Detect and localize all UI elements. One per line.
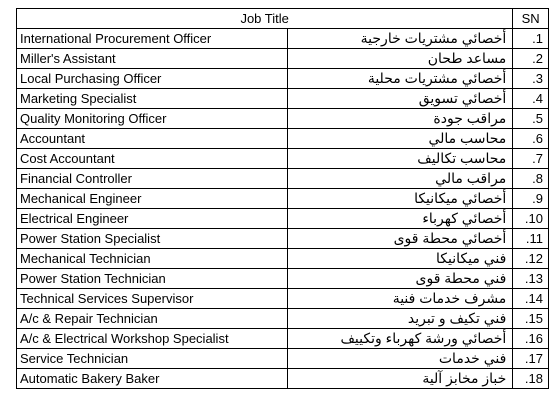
job-title-arabic-cell: مراقب مالي [288,169,513,189]
job-title-english-cell: Electrical Engineer [17,209,288,229]
serial-number-cell: 8. [513,169,549,189]
serial-number-cell: 3. [513,69,549,89]
job-title-english-cell: Power Station Specialist [17,229,288,249]
table-row [17,309,549,329]
job-title-arabic-cell: فني ميكانيكا [288,249,513,269]
table-row [17,289,549,309]
table-row [17,89,549,109]
table-row [17,69,549,89]
job-title-arabic-cell: أخصائي مشتريات محلية [288,69,513,89]
job-title-english-cell: Mechanical Engineer [17,189,288,209]
sn-header: SN [513,9,549,29]
job-title-header: Job Title [17,9,513,29]
job-title-arabic-cell: أخصائي ورشة كهرباء وتكييف [288,329,513,349]
table-header-row [17,9,549,29]
job-title-arabic-cell: فني محطة قوى [288,269,513,289]
job-title-english-cell: Local Purchasing Officer [17,69,288,89]
serial-number-cell: 5. [513,109,549,129]
table-row [17,229,549,249]
serial-number-cell: 18. [513,369,549,389]
job-title-arabic-cell: مساعد طحان [288,49,513,69]
job-title-arabic-cell: فني تكيف و تبريد [288,309,513,329]
table-body [17,9,549,389]
job-title-english-cell: Cost Accountant [17,149,288,169]
job-title-english-cell: International Procurement Officer [17,29,288,49]
serial-number-cell: 1. [513,29,549,49]
job-title-english-cell: Automatic Bakery Baker [17,369,288,389]
table-row [17,189,549,209]
serial-number-cell: 14. [513,289,549,309]
job-title-arabic-cell: أخصائي محطة قوى [288,229,513,249]
job-title-arabic-cell: محاسب تكاليف [288,149,513,169]
job-title-english-cell: Miller's Assistant [17,49,288,69]
serial-number-cell: 11. [513,229,549,249]
job-title-table [16,8,549,389]
serial-number-cell: 2. [513,49,549,69]
table-row [17,109,549,129]
table-row [17,149,549,169]
job-title-english-cell: Accountant [17,129,288,149]
job-title-english-cell: Power Station Technician [17,269,288,289]
job-title-arabic-cell: أخصائي مشتريات خارجية [288,29,513,49]
job-title-english-cell: Marketing Specialist [17,89,288,109]
table-row [17,249,549,269]
serial-number-cell: 15. [513,309,549,329]
job-title-english-cell: Mechanical Technician [17,249,288,269]
job-title-arabic-cell: أخصائي ميكانيكا [288,189,513,209]
job-title-english-cell: A/c & Electrical Workshop Specialist [17,329,288,349]
job-title-english-cell: Technical Services Supervisor [17,289,288,309]
serial-number-cell: 10. [513,209,549,229]
table-row [17,169,549,189]
job-title-arabic-cell: مشرف خدمات فنية [288,289,513,309]
serial-number-cell: 7. [513,149,549,169]
serial-number-cell: 9. [513,189,549,209]
serial-number-cell: 17. [513,349,549,369]
serial-number-cell: 12. [513,249,549,269]
table-row [17,129,549,149]
job-title-arabic-cell: فني خدمات [288,349,513,369]
job-title-english-cell: Quality Monitoring Officer [17,109,288,129]
serial-number-cell: 6. [513,129,549,149]
table-row [17,209,549,229]
serial-number-cell: 16. [513,329,549,349]
job-title-arabic-cell: أخصائي تسويق [288,89,513,109]
job-title-arabic-cell: محاسب مالي [288,129,513,149]
table-row [17,29,549,49]
serial-number-cell: 4. [513,89,549,109]
table-row [17,369,549,389]
table-row [17,349,549,369]
job-title-english-cell: Service Technician [17,349,288,369]
job-title-arabic-cell: أخصائي كهرباء [288,209,513,229]
table-row [17,329,549,349]
table-row [17,49,549,69]
job-title-arabic-cell: مراقب جودة [288,109,513,129]
job-title-arabic-cell: خباز مخابز آلية [288,369,513,389]
serial-number-cell: 13. [513,269,549,289]
job-title-english-cell: A/c & Repair Technician [17,309,288,329]
table-row [17,269,549,289]
job-title-english-cell: Financial Controller [17,169,288,189]
